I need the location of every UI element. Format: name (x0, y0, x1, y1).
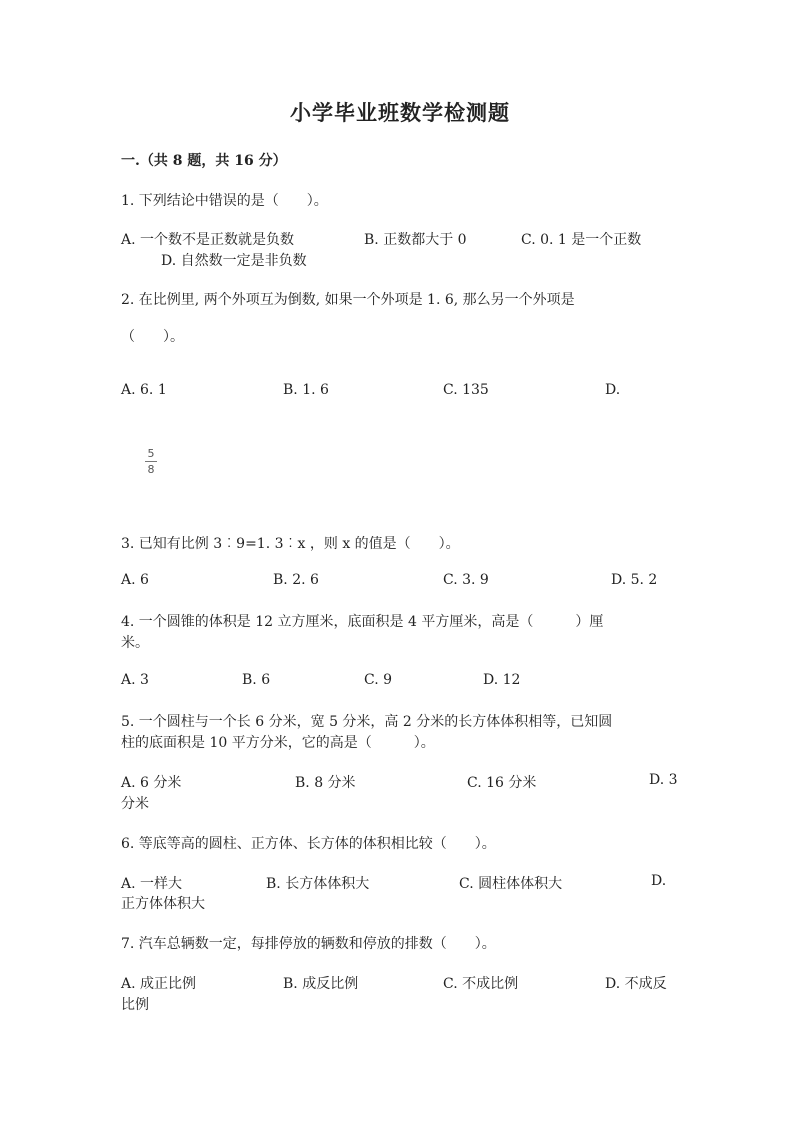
question-1-option-a: A. 一个数不是正数就是负数 (121, 232, 295, 248)
fraction-five-eighths (145, 447, 157, 476)
question-7-option-c: C. 不成比例 (443, 976, 519, 992)
fraction-numerator: 5 (147, 447, 155, 460)
question-4-option-c: C. 9 (364, 672, 393, 688)
question-7-option-a: A. 成正比例 (121, 976, 197, 992)
question-2-option-a: A. 6. 1 (121, 382, 167, 398)
question-6-option-a: A. 一样大 (121, 876, 183, 892)
question-7-stem: 7. 汽车总辆数一定，每排停放的辆数和停放的排数（ ）。 (121, 936, 496, 952)
question-6-stem: 6. 等底等高的圆柱、正方体、长方体的体积相比较（ ）。 (121, 836, 496, 852)
question-2-option-d: D. (605, 382, 621, 398)
question-4-option-d: D. 12 (483, 672, 521, 688)
question-1-stem: 1. 下列结论中错误的是（ ）。 (121, 193, 328, 209)
question-1-option-b: B. 正数都大于 0 (364, 232, 467, 248)
fraction-denominator: 8 (147, 463, 155, 476)
question-4-option-a: A. 3 (121, 672, 149, 688)
question-3-stem: 3. 已知有比例 3︰9=1. 3︰x ，则 x 的值是（ ）。 (121, 536, 460, 552)
question-2-stem-line-1: 2. 在比例里, 两个外项互为倒数, 如果一个外项是 1. 6, 那么另一个外项是 (121, 292, 575, 308)
question-3-option-d: D. 5. 2 (611, 572, 658, 588)
question-5-option-d-continued: 分米 (121, 796, 149, 812)
question-5-option-d: D. 3 (649, 772, 678, 788)
fraction-bar (145, 461, 157, 462)
question-6-option-d-continued: 正方体体积大 (121, 896, 205, 912)
question-3-option-c: C. 3. 9 (443, 572, 489, 588)
question-2-stem-line-2: （ ）。 (121, 329, 184, 345)
question-4-option-b: B. 6 (242, 672, 271, 688)
question-1-option-c: C. 0. 1 是一个正数 (521, 232, 642, 248)
question-6-option-d: D. (651, 873, 667, 889)
question-1-option-d: D. 自然数一定是非负数 (161, 253, 307, 269)
question-7-option-d-continued: 比例 (121, 997, 149, 1013)
question-5-option-a: A. 6 分米 (121, 775, 182, 791)
question-4-stem-line-2: 米。 (121, 635, 149, 651)
question-2-option-b: B. 1. 6 (283, 382, 329, 398)
section-heading: 一.（共 8 题，共 16 分） (121, 153, 287, 169)
page-title: 小学毕业班数学检测题 (290, 100, 510, 125)
question-7-option-d: D. 不成反 (605, 976, 667, 992)
question-5-option-c: C. 16 分米 (467, 775, 537, 791)
question-2-option-c: C. 135 (443, 382, 489, 398)
question-7-option-b: B. 成反比例 (283, 976, 359, 992)
question-6-option-c: C. 圆柱体体积大 (459, 876, 563, 892)
question-6-option-b: B. 长方体体积大 (266, 876, 370, 892)
question-3-option-a: A. 6 (121, 572, 149, 588)
question-4-stem-line-1: 4. 一个圆锥的体积是 12 立方厘米，底面积是 4 平方厘米，高是（ ）厘 (121, 614, 604, 630)
question-5-stem-line-1: 5. 一个圆柱与一个长 6 分米，宽 5 分米，高 2 分米的长方体体积相等，已知圆 (121, 714, 613, 730)
question-5-stem-line-2: 柱的底面积是 10 平方分米，它的高是（ ）。 (121, 735, 435, 751)
question-5-option-b: B. 8 分米 (295, 775, 356, 791)
question-3-option-b: B. 2. 6 (273, 572, 319, 588)
